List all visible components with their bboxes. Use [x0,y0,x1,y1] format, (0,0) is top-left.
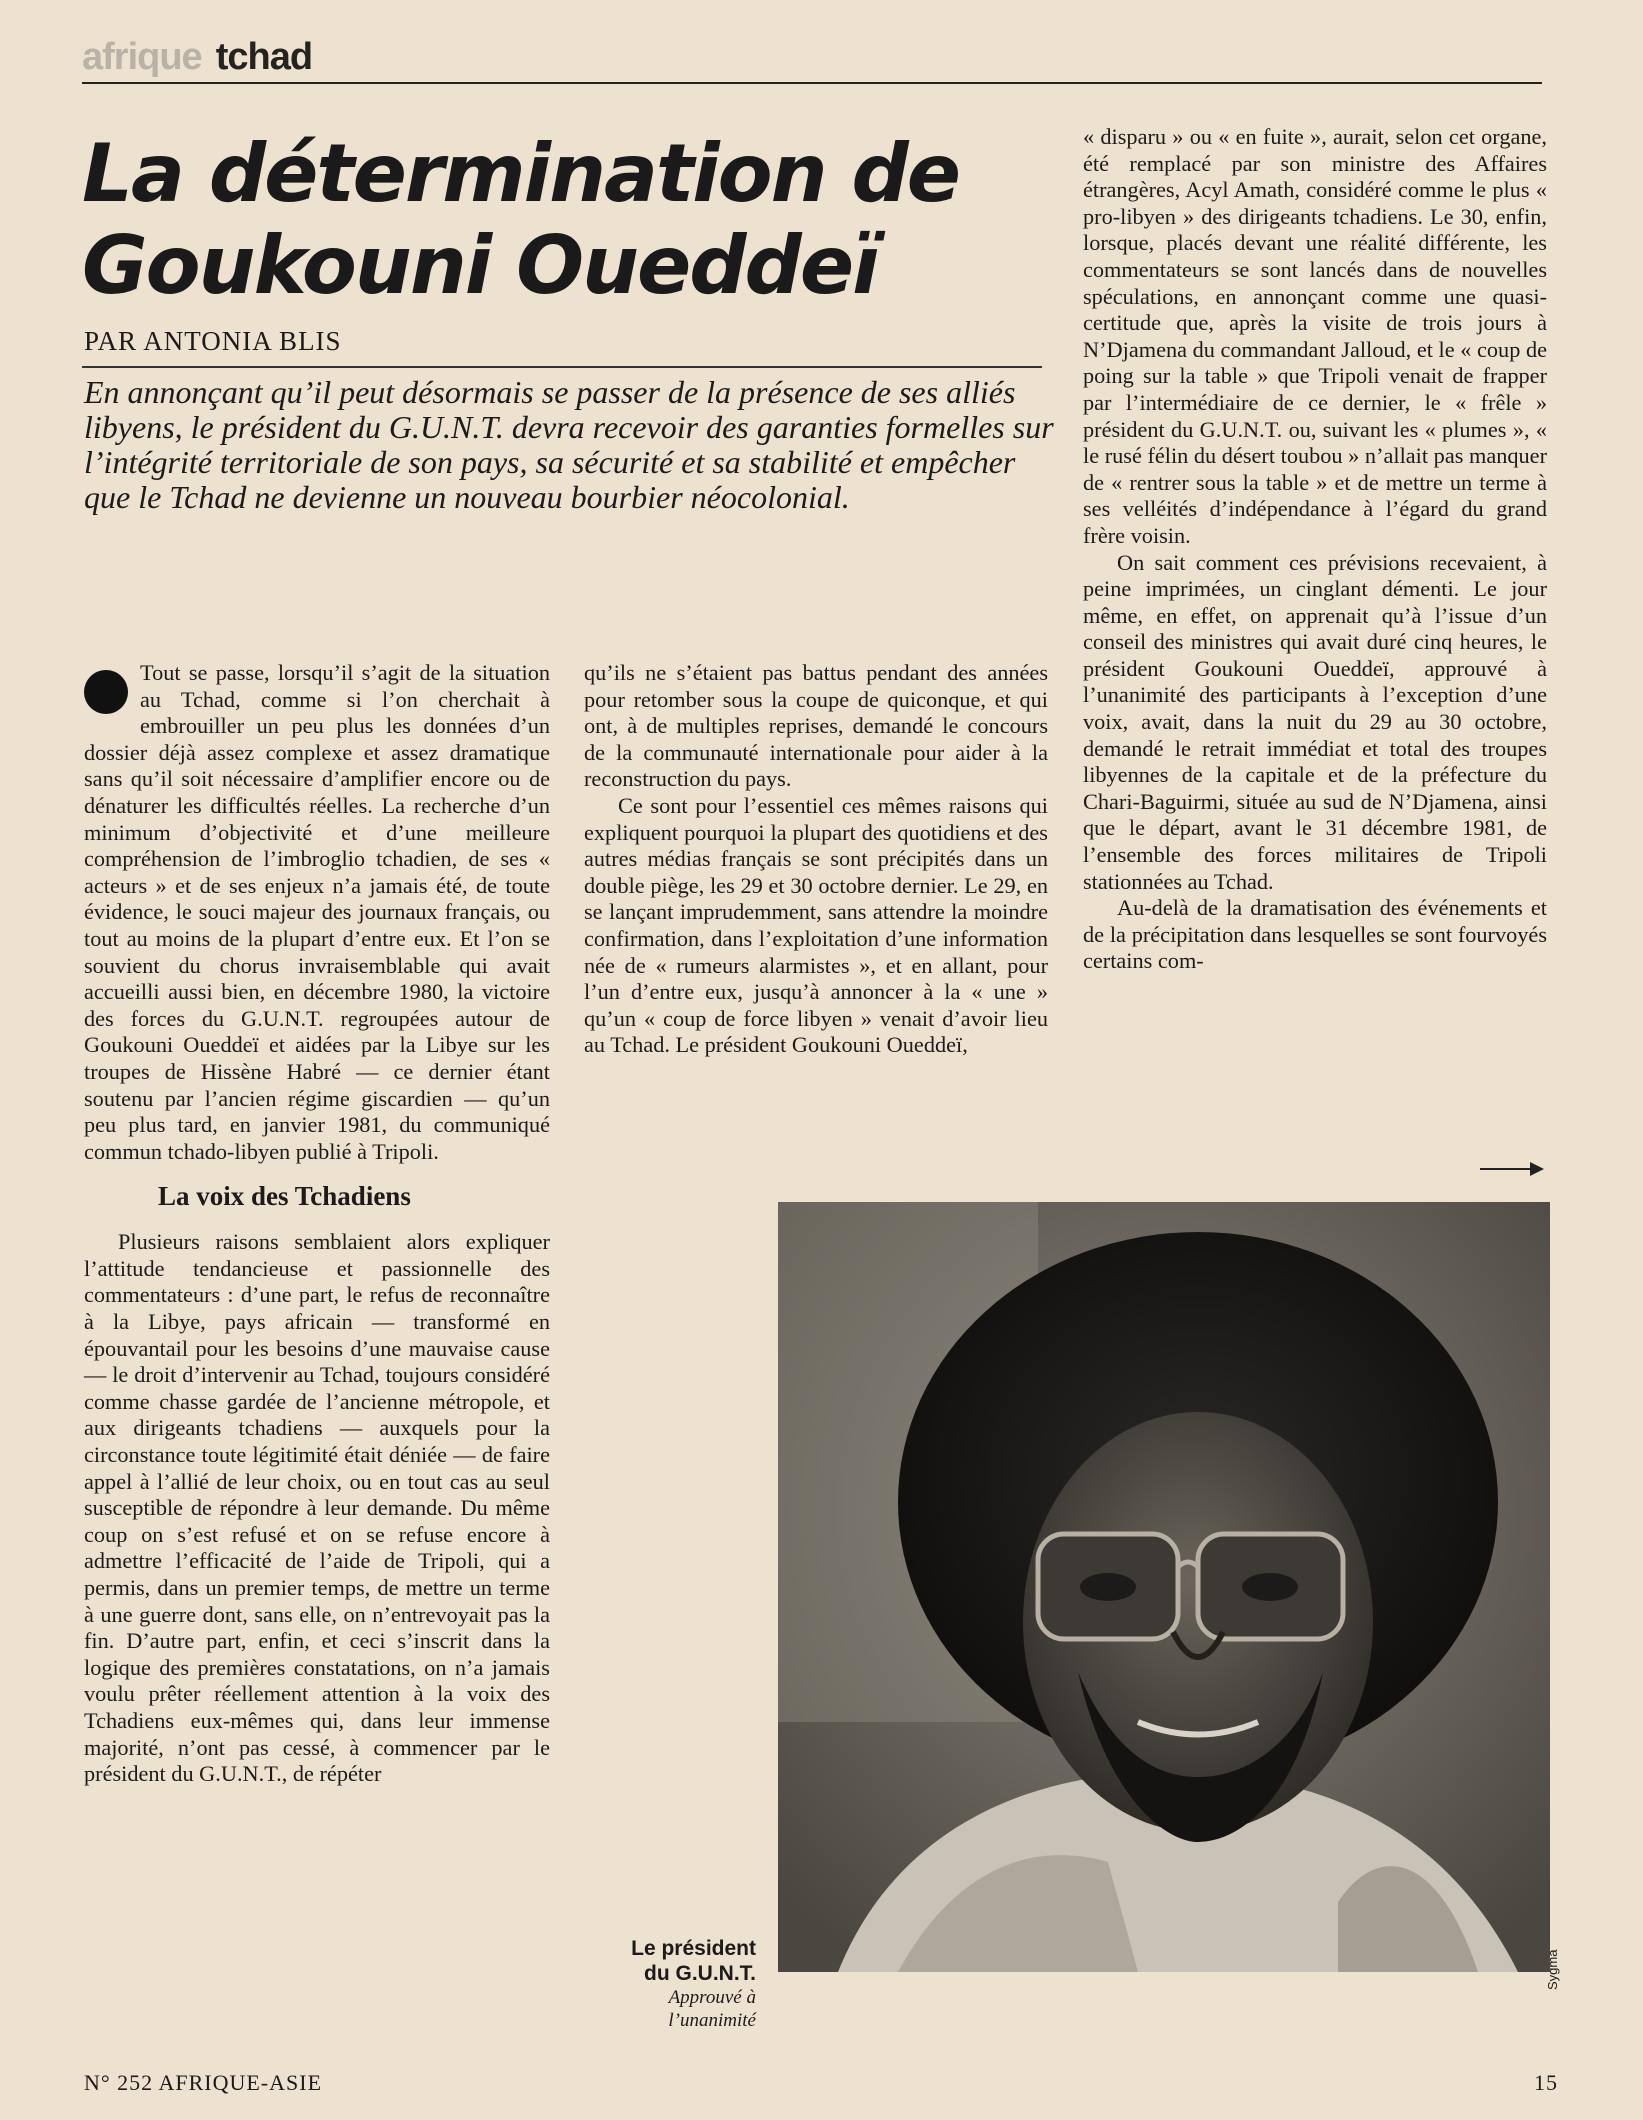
paragraph [84,660,550,1165]
section-label: afrique [82,36,202,78]
continued-arrow-icon [1480,1168,1542,1170]
paragraph: Ce sont pour l’essentiel ces mêmes raisons qui expliquent pourquoi la plupart des quotidiens et des autres médias français se sont précipités dans un double piège, les 29 et 30 octobre dernier. Le 29, en se lançant imprudemment, sans attendre la moindre confirmation, dans l’exploitation d’une information née de « rumeurs alarmistes », et en allant, pour l’un d’entre eux, jusqu’à annoncer à la « une » qu’un « coup de force libyen » venait d’avoir lieu au Tchad. Le président Goukouni Oueddeï, [584,792,1048,1058]
article-title [82,128,1022,312]
paragraph-text: Tout se passe, lorsqu’il s’agit de la situation au Tchad, comme si l’on cherchait à embrouiller un peu plus les données d’un dossier déjà assez complexe et assez dramatique sans qu’il soit nécessaire d’amplifier encore ou de dénaturer les difficultés réelles. La recherche d’un minimum d’objectivité et d’une meilleure compréhension de l’imbroglio tchadien, de ses « acteurs » et de ses enjeux n’a jamais été, de toute évidence, le souci majeur des journaux français, ou tout au moins de la plupart d’entre eux. Et l’on se souvient du chorus invraisemblable qui avait accueilli aussi bien, en décembre 1980, la victoire des forces du G.U.N.T. regroupées autour de Goukouni Oueddeï et aidées par la Libye sur les troupes de Hissène Habré — ce dernier étant soutenu par l’ancien régime giscardien — qu’un peu plus tard, en janvier 1981, du communiqué commun tchado-libyen publié à Tripoli. [84,660,550,1164]
paragraph: qu’ils ne s’étaient pas battus pendant des années pour retomber sous la coupe de quiconque, et qui ont, à de multiples reprises, demandé le concours de la communauté internationale pour aider à la reconstruction du pays. [584,660,1048,792]
bullet-icon [84,670,128,714]
page-number: 15 [1534,2070,1558,2095]
caption-line: l’unanimité [668,2010,756,2031]
paragraph: Au-delà de la dramatisation des événements et de la précipitation dans lesquelles se sont fourvoyés certains com- [1083,895,1547,974]
paragraph: Plusieurs raisons semblaient alors expliquer l’attitude tendancieuse et passionnelle des commentateurs : d’une part, le refus de reconnaître à la Libye, pays africain — transformé en épouvantail pour les besoins d’une mauvaise cause — le droit d’intervenir au Tchad, toujours considéré comme chasse gardée de l’ancienne métropole, et aux dirigeants tchadiens — auxquels pour la circonstance toute légitimité était déniée — de faire appel à l’allié de leur choix, ou en tout cas au seul susceptible de répondre à leur demande. Du même coup on s’est refusé et on se refuse encore à admettre l’efficacité de l’aide de Tripoli, qui a permis, dans un premier temps, de mettre un terme à une guerre dont, sans elle, on n’entrevoyait pas la fin. D’autre part, enfin, et ceci s’inscrit dans la logique des premières constatations, on n’a jamais voulu prêter réellement attention à la voix des Tchadiens eux-mêmes qui, dans leur immense majorité, n’ont pas cessé, à commencer par le président du G.U.N.T., de répéter [84,1229,550,1787]
issue-footer: N° 252 AFRIQUE-ASIE [84,2070,323,2095]
column-1 [84,660,550,1788]
column-3 [1083,124,1547,975]
title-line-1: La détermination de [82,127,959,220]
photo-credit: Sygma [1545,1949,1560,1990]
byline-rule [82,366,1042,368]
column-2 [584,660,1048,1059]
section-header [82,36,312,79]
paragraph: On sait comment ces prévisions recevaient, à peine imprimées, un cinglant démenti. Le jour même, en effet, on apprenait qu’à l’issue d’un conseil des ministres qui avait duré cinq heures, le président Goukouni Oueddeï, approuvé à l’unanimité des participants à l’exception d’une voix, avait, dans la nuit du 29 au 30 octobre, demandé le retrait immédiat et total des troupes libyennes de la capitale et de la préfecture du Chari-Baguirmi, située au sud de N’Djamena, ainsi que le départ, avant le 31 décembre 1981, de l’ensemble des forces militaires de Tripoli stationnées au Tchad. [1083,549,1547,894]
caption-line: du G.U.N.T. [644,1962,756,1985]
chapeau: En annonçant qu’il peut désormais se passer de la présence de ses alliés libyens, le président du G.U.N.T. devra recevoir des garanties formelles sur l’intégrité territoriale de son pays, sa sécurité et sa stabilité et empêcher que le Tchad ne devienne un nouveau bourbier néocolonial. [84,374,1054,515]
photo-caption [586,1936,756,2032]
byline: PAR ANTONIA BLIS [84,326,342,356]
caption-line: Approuvé à [668,1987,756,2008]
portrait-photo [778,1202,1550,1972]
header-rule [82,82,1542,84]
caption-line: Le président [631,1937,756,1960]
paragraph: « disparu » ou « en fuite », aurait, selon cet organe, été remplacé par son ministre des Affaires étrangères, Acyl Amath, considéré comme le plus « pro-libyen » des dirigeants tchadiens. Le 30, enfin, lorsque, placés devant une réalité différente, les commentateurs se sont lancés dans de nouvelles spéculations, en annonçant comme une quasi-certitude que, après la visite de trois jours à N’Djamena du commandant Jalloud, et le « coup de poing sur la table » que Tripoli venait de frapper par l’intermédiaire de ce dernier, le « frêle » président du G.U.N.T. ou, suivant les « plumes », « le rusé félin du désert toubou » n’allait pas manquer de « rentrer sous la table » et de mettre un terme à ses velléités d’indépendance à l’égard du grand frère voisin. [1083,124,1547,548]
title-line-2: Goukouni Oueddeï [82,219,878,312]
subheading: La voix des Tchadiens [158,1181,411,1212]
portrait-illustration [778,1202,1550,1972]
subsection-label: tchad [215,36,313,78]
